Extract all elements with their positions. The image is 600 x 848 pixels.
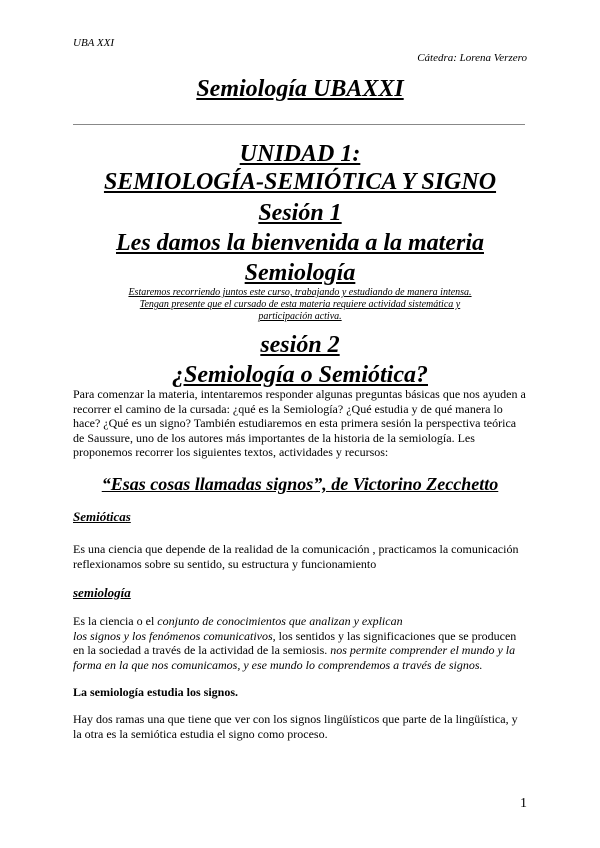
semiologia-text-e: nos permite comprender el mundo y la forma en la que nos comunicamos, y ese mundo lo comprendemos a través de signos. xyxy=(73,643,516,672)
unit-heading xyxy=(60,140,540,196)
session2-line2: ¿Semiología o Semiótica? xyxy=(172,362,428,388)
semiologia-text-d: los sentidos y las significaciones que se producen en la sociedad a través de la actividad de la semiosis. xyxy=(73,628,517,657)
branches-paragraph: Hay dos ramas una que tiene que ver con los signos lingüísticos que parte de la lingüística, y la otra es la semiótica estudia el signo como proceso. xyxy=(73,712,518,741)
session1-line1: Sesión 1 xyxy=(258,200,342,226)
session1-line2: Les damos la bienvenida a la materia xyxy=(116,230,484,256)
reading-heading: “Esas cosas llamadas signos”, de Victorino Zecchetto xyxy=(101,474,499,494)
semiologia-heading: semiología xyxy=(73,585,131,600)
document-title: Semiología UBAXXI xyxy=(196,76,404,102)
title-divider xyxy=(73,124,525,125)
session2-heading xyxy=(60,330,540,390)
intro-line3: participación activa. xyxy=(258,311,342,322)
semioticas-heading: Semióticas xyxy=(73,509,131,524)
semioticas-paragraph: Es una ciencia que depende de la realidad de la comunicación , practicamos la comunicación reflexionamos sobre su sentido, su estructura y funcionamiento xyxy=(73,542,519,571)
intro-line2: Tengan presente que el cursado de esta materia requiere actividad sistemática y xyxy=(139,299,461,310)
intro-paragraph: Para comenzar la materia, intentaremos responder algunas preguntas básicas que nos ayuden a recorrer el camino de la cursada: ¿qué es la Semiología? ¿Qué estudia y de qué manera lo hace? ¿Qué es un signo? También estudiaremos en esta primera sesión la perspectiva teórica de Saussure, uno de los autores más importantes de la historia de la semiología. Les proponemos recorrer los siguientes textos, actividades y recursos: xyxy=(73,387,526,459)
semiologia-paragraph xyxy=(73,614,528,672)
semiologia-text-c: los signos y los fenómenos comunicativos, xyxy=(73,628,276,643)
session1-line3: Semiología xyxy=(244,260,356,286)
semiologia-text-b: conjunto de conocimientos que analizan y explican xyxy=(157,614,403,628)
unit-heading-line2: SEMIOLOGÍA-SEMIÓTICA Y SIGNO xyxy=(103,169,497,195)
unit-heading-line1: UNIDAD 1: xyxy=(239,141,361,167)
semiologia-text-a: Es la ciencia o el xyxy=(73,614,158,628)
intro-line1: Estaremos recorriendo juntos este curso, trabajando y estudiando de manera intensa. xyxy=(128,287,472,298)
session1-heading xyxy=(60,198,540,288)
page-number: 1 xyxy=(520,796,527,811)
header-right: Cátedra: Lorena Verzero xyxy=(417,52,527,64)
session2-line1: sesión 2 xyxy=(260,332,340,358)
session1-intro xyxy=(80,287,520,323)
bold-statement: La semiología estudia los signos. xyxy=(73,685,239,699)
header-left: UBA XXI xyxy=(73,37,115,49)
